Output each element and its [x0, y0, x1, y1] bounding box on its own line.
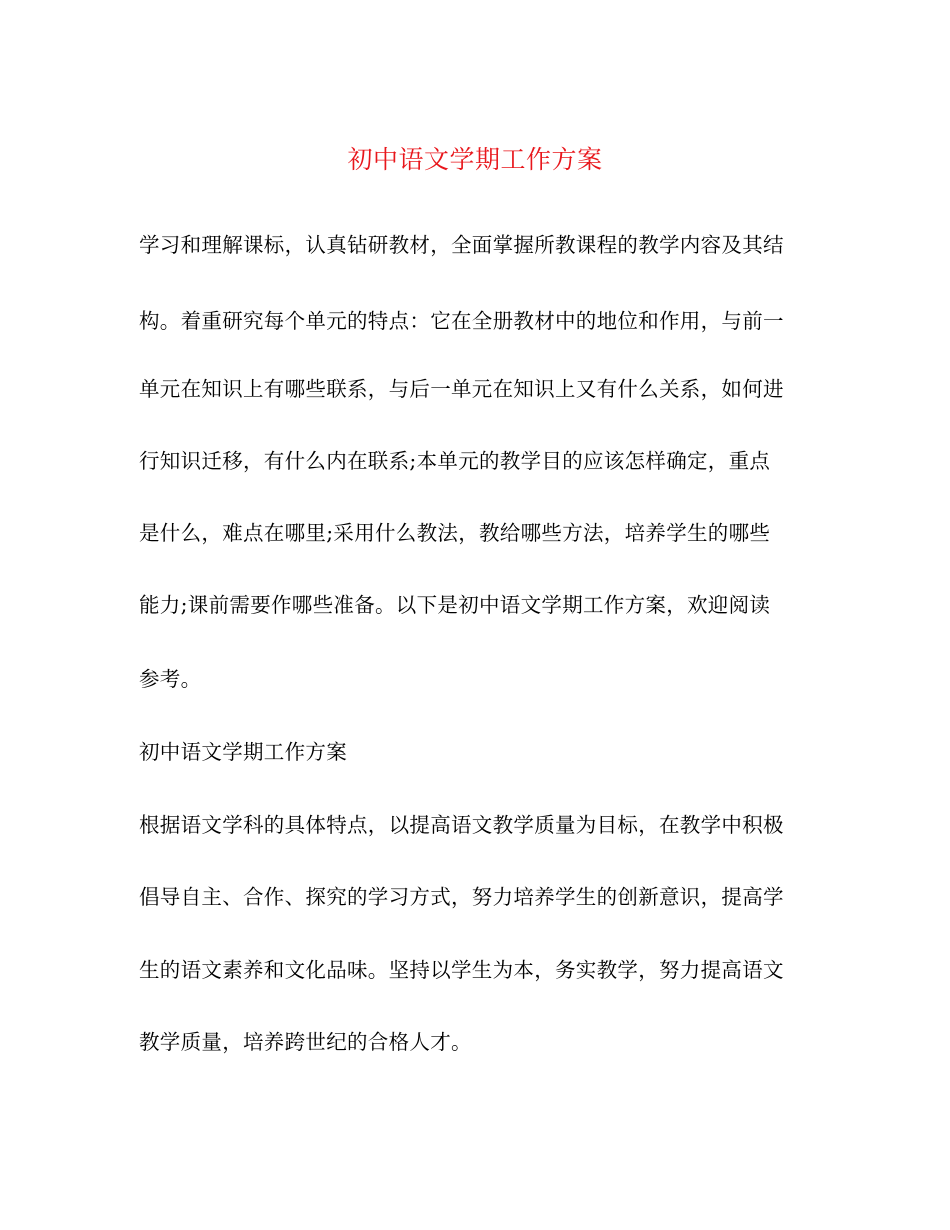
paragraph-1-line-1: 学习和理解课标，认真钻研教材，全面掌握所教课程的教学内容及其结 — [139, 233, 784, 257]
section-heading: 初中语文学期工作方案 — [139, 740, 347, 764]
paragraph-1-line-7: 参考。 — [139, 667, 202, 691]
paragraph-1-line-4: 行知识迁移，有什么内在联系;本单元的教学目的应该怎样确定，重点 — [139, 449, 771, 473]
paragraph-1-line-2: 构。着重研究每个单元的特点：它在全册教材中的地位和作用，与前一 — [139, 309, 784, 333]
paragraph-3-line-3: 生的语文素养和文化品味。坚持以学生为本，务实教学，努力提高语文 — [139, 958, 784, 982]
paragraph-3-line-4: 教学质量，培养跨世纪的合格人才。 — [139, 1030, 472, 1054]
paragraph-3-line-1: 根据语文学科的具体特点，以提高语文教学质量为目标，在教学中积极 — [139, 813, 784, 837]
document-title: 初中语文学期工作方案 — [347, 145, 603, 174]
paragraph-1-line-6: 能力;课前需要作哪些准备。以下是初中语文学期工作方案，欢迎阅读 — [139, 593, 771, 617]
paragraph-1-line-5: 是什么，难点在哪里;采用什么教法，教给哪些方法，培养学生的哪些 — [139, 521, 771, 545]
paragraph-1-line-3: 单元在知识上有哪些联系，与后一单元在知识上又有什么关系，如何进 — [139, 377, 784, 401]
paragraph-3-line-2: 倡导自主、合作、探究的学习方式，努力培养学生的创新意识，提高学 — [139, 885, 784, 909]
